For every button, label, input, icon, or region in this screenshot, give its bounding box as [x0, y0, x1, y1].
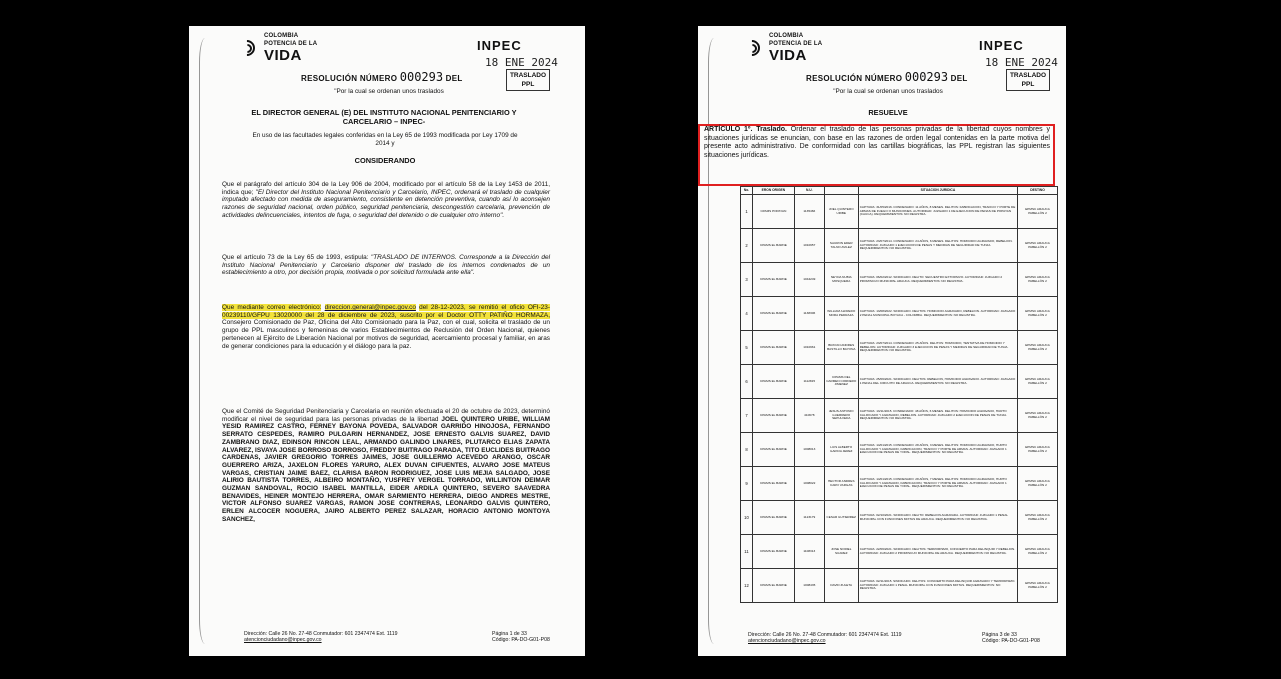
table-cell-n: 3 [741, 263, 753, 297]
table-cell-nu: 1008435 [794, 569, 824, 603]
table-cell-n: 12 [741, 569, 753, 603]
traslado-box-line2: PPL [521, 81, 535, 88]
paragraph-correo: Que mediante correo electrónico: direccion.general@inpec.gov.co del 28-12-2023, se remitió el oficio OFI-23-00239110/GFPU 13020000 del 28 de diciembre de 2023, suscrito por el Doctor OTTY PATIÑO HORMAZA, Consejero Comisionado de Paz, Oficina del Alto Comisionado para la Paz, con el cual, solicita el traslado de un grupo de PPL masculinos y femeninas de varios Establecimientos de Reclusión del Orden Nacional, quienes pertenecen al Ejército de Liberación Nacional por motivos de seguridad, acercamiento procesal y familiar, en aras de generar condiciones para la educación y el diálogo para la paz. [222, 304, 551, 350]
table-cell-sit: CAPTURA: 14/01/2015. CONDENADO: 28 AÑOS, 7 MESES. DELITOS: HOMICIDIO AGRAVADO, HURTO CALIFICADO Y AGRAVADO, FABRICACION, TRAFICO Y PORTE DE ARMAS. AUTORIDAD: JUZGADO 1 EJECUCION DE PENAS DE YOPAL. REQUERIMIENTOS: NO REGISTRA. [858, 467, 1017, 501]
page-number: Página 1 de 33 [492, 631, 527, 637]
table-cell-sit: CAPTURA: 02/10/2021. SINDICADO. DELITO: REBELION AGRAVADA. AUTORIDAD: JUZGADO 1 PENAL MUNICIPAL CON FUNCIONES MIXTAS DE ARAUCA. REQUERIMIENTOS: NO REGISTRA. [858, 501, 1017, 535]
table-cell-dest: EPMSC ARAUCA PABELLÓN 2 [1018, 467, 1058, 501]
table-cell-dest: EPMSC ARAUCA PABELLÓN 2 [1018, 501, 1058, 535]
table-header-row [741, 187, 1058, 195]
resolution-subtitle: "Por la cual se ordenan unos traslados [833, 88, 943, 95]
table-cell-nu: 410678 [794, 399, 824, 433]
table-cell-dest: EPMSC ARAUCA PABELLÓN 2 [1018, 365, 1058, 399]
table-cell-eron: CPAMS EL BARNE [752, 501, 794, 535]
table-cell-nu: 1008022 [794, 467, 824, 501]
table-cell-eron: CPAMS EL BARNE [752, 263, 794, 297]
logo-text-colombia: COLOMBIA [264, 33, 299, 39]
faculties-text: En uso de las facultades legales conferidas en la Ley 65 de 1993 modificada por Ley 1709 de 2014 y [252, 132, 518, 148]
table-cell-nu: 1138306 [794, 297, 824, 331]
document-code: Código: PA-DO-G01-P08 [492, 637, 550, 644]
table-row [741, 501, 1058, 535]
article-1-text: ARTÍCULO 1º. Traslado. Ordenar el traslado de las personas privadas de la libertad cuyos nombres y situaciones jurídicas se enuncian, con base en las razones de orden legal contenidas en la parte motiva del presente acto administrativo. De conformidad con las cartillas biográficas, las PPL registran las siguientes situaciones jurídicas. [704, 126, 1050, 159]
paragraph-ley-65: Que el artículo 73 de la Ley 65 de 1993, estipula: "TRASLADO DE INTERNOS. Corresponde a la Dirección del Instituto Nacional Penitenciario y Carcelario disponer del traslado de los internos condenados de un establecimiento a otro, por decisión propia, motivada o por solicitud formulada ante ella". [222, 254, 550, 277]
email-link[interactable]: direccion.general@inpec.gov.co [324, 304, 416, 311]
table-cell-n: 11 [741, 535, 753, 569]
table-cell-nu: 1008013 [794, 433, 824, 467]
traslado-box [506, 69, 550, 91]
page-number: Página 3 de 33 [982, 632, 1017, 638]
inpec-logo: INPEC [477, 38, 522, 53]
table-row [741, 229, 1058, 263]
table-cell-name: CIPAMS DEL CARMEN CORDERO JIMENEZ [824, 365, 858, 399]
resolution-label: RESOLUCIÓN NÚMERO [301, 74, 398, 83]
resolution-title [806, 70, 968, 84]
table-row [741, 195, 1058, 229]
stamp-date: 18 ENE 2024 [985, 56, 1058, 69]
table-cell-n: 5 [741, 331, 753, 365]
table-header-cell: N.U. [794, 187, 824, 195]
resuelve-heading: RESUELVE [868, 108, 908, 117]
table-cell-name: JOEL QUINTERO URIBE [824, 195, 858, 229]
table-row [741, 433, 1058, 467]
table-cell-sit: CAPTURA: 06/02/2012. SINDICADO. DELITO: SECUESTRO EXTORSIVO. AUTORIDAD: JUZGADO 2 PROMISCUO MUNICIPAL ARAUCA. REQUERIMIENTOS: NO REGISTRA. [858, 263, 1017, 297]
considerando-heading: CONSIDERANDO [354, 156, 416, 165]
table-cell-n: 9 [741, 467, 753, 501]
logo-text-vida: VIDA [769, 47, 807, 64]
table-cell-sit: CAPTURA: 22/06/2021. SINDICADO. DELITOS: TERRORISMO, CONCIERTO PARA DELINQUIR Y REBELION. AUTORIDAD: JUZGADO 2 PROMISCUO MUNICIPAL DE ARAUCA. REQUERIMIENTOS: NO REGISTRA. [858, 535, 1017, 569]
table-cell-eron: CPAMS EL BARNE [752, 331, 794, 365]
table-cell-n: 7 [741, 399, 753, 433]
table-cell-eron: CPAMS EL BARNE [752, 569, 794, 603]
table-cell-sit: CAPTURA: 25/06/2021. SINDICADO. DELITOS: REBELION, HOMICIDIO AGRAVADO. AUTORIDAD: JUZGADO 1 PENAL DEL CIRCUITO DE ARAUCA. REQUERIMIENTOS: NO REGISTRA. [858, 365, 1017, 399]
table-cell-name: HECTOR ANDRES CARO VARGAS [824, 467, 858, 501]
table-cell-n: 1 [741, 195, 753, 229]
wave-logo-icon [241, 37, 261, 59]
logo-text-colombia: COLOMBIA [769, 33, 804, 39]
table-cell-n: 8 [741, 433, 753, 467]
table-cell-nu: 1044249 [794, 263, 824, 297]
resolution-title [301, 70, 463, 84]
table-cell-n: 10 [741, 501, 753, 535]
page1-footer-address: Dirección: Calle 26 No. 27-48 Conmutador: 601 2347474 Ext. 1119 atencionciudadano@inpec.gov.co [244, 631, 398, 644]
table-cell-n: 4 [741, 297, 753, 331]
table-cell-eron: CPAMS EL BARNE [752, 467, 794, 501]
table-cell-nu: 1010961 [794, 331, 824, 365]
table-row [741, 569, 1058, 603]
table-cell-name: WILLIAM ALFREDO MORA PEDRAZA [824, 297, 858, 331]
table-cell-eron: CPAMS EL BARNE [752, 229, 794, 263]
table-row [741, 535, 1058, 569]
table-cell-dest: EPMSC ARAUCA PABELLÓN 2 [1018, 399, 1058, 433]
table-cell-name: NEYDA NUBIA MOSQUERA [824, 263, 858, 297]
footer-email-link[interactable]: atencionciudadano@inpec.gov.co [748, 638, 826, 645]
table-row [741, 263, 1058, 297]
document-page-2 [698, 26, 1066, 656]
page2-footer-meta [982, 632, 1040, 645]
table-cell-eron: CPAMS EL BARNE [752, 399, 794, 433]
table-cell-sit: CAPTURA: 02/11/2015. SINDICADO. DELITOS: CONCIERTO PARA DELINQUIR AGRAVADO Y TERRORISMO. AUTORIDAD: JUZGADO 1 PENAL MUNICIPAL CON FUNCIONES MIXTAS. REQUERIMIENTOS: NO REGISTRA. [858, 569, 1017, 603]
inpec-logo: INPEC [979, 38, 1024, 53]
table-cell-dest: EPMSC ARAUCA PABELLÓN 2 [1018, 535, 1058, 569]
table-cell-sit: CAPTURA: 13/11/2015. CONDENADO: 48 AÑOS, 6 MESES. DELITOS: HOMICIDIO AGRAVADO, HURTO CALIFICADO Y AGRAVADO, REBELION. AUTORIDAD: JUZGADO 2 EJECUCION DE PENAS DE TUNJA. REQUERIMIENTOS: NO REGISTRA. [858, 399, 1017, 433]
table-cell-nu: 1123179 [794, 501, 824, 535]
table-cell-name: LUIS ALBERTO GARCIA JEREZ [824, 433, 858, 467]
director-heading: EL DIRECTOR GENERAL (E) DEL INSTITUTO NACIONAL PENITENCIARIO Y CARCELARIO – INPEC- [251, 108, 517, 126]
table-cell-dest: EPMSC ARAUCA PABELLÓN 2 [1018, 569, 1058, 603]
logo-text-vida: VIDA [264, 47, 302, 64]
table-header-cell: SITUACION JURIDICA [858, 187, 1017, 195]
table-row [741, 297, 1058, 331]
footer-email-link[interactable]: atencionciudadano@inpec.gov.co [244, 637, 322, 644]
table-row [741, 467, 1058, 501]
table-cell-nu: 1108313 [794, 535, 824, 569]
resolution-number: 000293 [399, 70, 444, 84]
table-cell-dest: EPMSC ARAUCA PABELLÓN 2 [1018, 297, 1058, 331]
page-fold-shadow [199, 38, 209, 644]
document-page-1 [189, 26, 585, 656]
table-cell-dest: EPMSC ARAUCA PABELLÓN 2 [1018, 331, 1058, 365]
table-cell-n: 6 [741, 365, 753, 399]
logo-text-potencia: POTENCIA DE LA [264, 41, 318, 47]
table-cell-eron: CPAMS EL BARNE [752, 535, 794, 569]
table-cell-name: BRAYAN ANDRES BASTILLO BAYONA [824, 331, 858, 365]
resolution-subtitle: "Por la cual se ordenan unos traslados [334, 88, 444, 95]
wave-logo-icon [746, 37, 766, 59]
table-cell-name: SAURON EDER TALNO AVILEZ [824, 229, 858, 263]
table-cell-dest: EPMSC ARAUCA PABELLÓN 2 [1018, 195, 1058, 229]
colombia-logo [241, 32, 317, 63]
table-header-cell: DESTINO [1018, 187, 1058, 195]
table-cell-eron: CPAMS EL BARNE [752, 365, 794, 399]
table-cell-name: CESAR GUTIERREZ [824, 501, 858, 535]
logo-text-potencia: POTENCIA DE LA [769, 41, 823, 47]
table-cell-nu: 1135466 [794, 195, 824, 229]
table-cell-sit: CAPTURA: 14/01/2015. CONDENADO: 28 AÑOS, 3 MESES. DELITOS: HOMICIDIO AGRAVADO, HURTO CALIFICADO Y AGRAVADO, FABRICACION, TRAFICO Y PORTE DE ARMAS. AUTORIDAD: JUZGADO 1 EJECUCION DE PENAS DE YOPAL. REQUERIMIENTOS: NO REGISTRA. [858, 433, 1017, 467]
table-cell-sit: CAPTURA: 31/05/2016. CONDENADO: 11 AÑOS, 8 MESES. DELITOS: FABRICACION, TRAFICO Y PORTE DE ARMAS DE FUEGO O MUNICIONES. AUTORIDAD: JUZGADO 1 DE EJECUCION DE PENAS DE POPAYAN (CAUCA). REQUERIMIENTOS: NO REGISTRA. [858, 195, 1017, 229]
table-cell-nu: 1112815 [794, 365, 824, 399]
resolution-del: DEL [445, 74, 463, 83]
table-cell-name: JOSE NORIEL SUAREZ [824, 535, 858, 569]
table-cell-eron: CPAMS POPAYAN [752, 195, 794, 229]
document-code: Código: PA-DO-G01-P08 [982, 638, 1040, 645]
resolution-label: RESOLUCIÓN NÚMERO [806, 74, 903, 83]
traslado-box [1006, 69, 1050, 91]
traslado-box-line1: TRASLADO [509, 72, 547, 79]
page1-footer-meta [492, 631, 550, 644]
table-cell-name: JESUS ANTONIO GUERRERO SEPULVEDA [824, 399, 858, 433]
traslado-box-line2: PPL [1021, 81, 1035, 88]
table-cell-n: 2 [741, 229, 753, 263]
table-header-cell [824, 187, 858, 195]
table-cell-sit: CAPTURA: 23/07/2014. CONDENADO: 25 AÑOS. DELITOS: HOMICIDIO, TENTATIVA DE HOMICIDIO Y REBELION. AUTORIDAD: JUZGADO 3 EJECUCION DE PENAS Y MEDIDAS DE SEGURIDAD DE TUNJA. REQUERIMIENTOS: NO REGISTRA. [858, 331, 1017, 365]
traslado-box-line1: TRASLADO [1009, 72, 1047, 79]
table-cell-dest: EPMSC ARAUCA PABELLÓN 2 [1018, 263, 1058, 297]
table-row [741, 399, 1058, 433]
table-cell-sit: CAPTURA: 13/08/2022. SINDICADO. DELITOS: HOMICIDIO AGRAVADO, REBELION. AUTORIDAD: JUZGADO 2 PENAL MUNICIPAL BOYACA - COLOMBIA. REQUERIMIENTOS: NO REGISTRA. [858, 297, 1017, 331]
page2-footer-address: Dirección: Calle 26 No. 27-48 Conmutador: 601 2347474 Ext. 1119 atencionciudadano@inpec.gov.co [748, 632, 902, 645]
table-cell-eron: CPAMS EL BARNE [752, 433, 794, 467]
resolution-del: DEL [950, 74, 968, 83]
paragraph-comite: Que el Comité de Seguridad Penitenciaria y Carcelaria en reunión efectuada el 20 de octubre de 2023, determinó modificar el nivel de seguridad para las personas privadas de la libertad JOEL QUINTERO URIBE, WILLIAM YESID RAMIREZ CASTRO, FERNEY BAYONA POVEDA, SALVADOR GARRIDO HINOJOSA, FERNANDO SERRATO CESPEDES, RAMIRO PULGARIN HERNANDEZ, JOSE ERNESTO GALVIS SUAREZ, DAVID ZAMBRANO DIAZ, EDINSON RINCON LEAL, ARMANDO GALINDO LINARES, PLUTARCO ELIAS ZAPATA ALVAREZ, ISVAYA JOSE BORROSO BORROSO, FREDDY BUITRAGO PARADA, TITO EUCLIDES BUITRAGO CARDENAS, JAVIER GREGORIO TORRES JAIMES, JOSE GUILLERMO ACEVEDO ARANGO, OSCAR GUERRERO ARIZA, JAXELON FLORES YARURO, ALEX DUVAN CIFUENTES, ALVARO JOSE MATEUS VARGAS, CRISTIAN JAIME BAEZ, CLARISA BARON RODRIGUEZ, JOSE LUIS MEJIA SALGADO, JOSE ALIRIO BAUTISTA TORRES, ALBEIRO MONTAÑO, YUSFREY VERGEL TORRADO, WILLINTON DEIMAR GUZMAN SANDOVAL, ROCIO ISABEL MANTILLA, EIDER ARDILA QUINTERO, SEVERO SAAVEDRA BENAVIDES, HEINER MONTEJO HERRERA, OMAR SARMIENTO HERRERA, DIEGO ANDRES MESTRE, VICTOR ALFONSO SUAREZ VARGAS, RAMON JOSE CONTRERAS, LEONARDO GALVIS QUINTERO, ERLEN ALCOCER NOGUERA, JAIRO ALBERTO PEREZ SALAZAR, HORACIO ANTONIO MONTOYA SANCHEZ, [222, 408, 551, 523]
table-cell-sit: CAPTURA: 23/07/2014. CONDENADO: 24 AÑOS, 6 MESES. DELITOS: HOMICIDIO AGRAVADO, REBELION. AUTORIDAD: JUZGADO 1 EJECUCION DE PENAS Y MEDIDAS DE SEGURIDAD DE TUNJA. REQUERIMIENTOS: NO REGISTRA. [858, 229, 1017, 263]
table-cell-dest: EPMSC ARAUCA PABELLÓN 2 [1018, 433, 1058, 467]
article-1-label: ARTÍCULO 1º. Traslado. [704, 126, 787, 133]
table-header-cell: ERON ORIGEN [752, 187, 794, 195]
stamp-date: 18 ENE 2024 [485, 56, 558, 69]
ppl-table [740, 186, 1058, 603]
table-header-cell: No. [741, 187, 753, 195]
table-cell-nu: 1010957 [794, 229, 824, 263]
paragraph-ley-906: Que el parágrafo del artículo 304 de la Ley 906 de 2004, modificado por el artículo 58 de la Ley 1453 de 2011, indica que; "El Director del Instituto Nacional Penitenciario y Carcelario, INPEC, ordenará el traslado de cualquier imputado afectado con medida de aseguramiento, consistente en detención preventiva, cuando así lo aconsejen razones de seguridad nacional, orden público, seguridad penitenciaria, descongestión carcelaria, prevención de actividades delincuenciales, intentos de fuga, o seguridad del detenido o de cualquier otro interno". [222, 181, 551, 219]
table-cell-dest: EPMSC ARAUCA PABELLÓN 2 [1018, 229, 1058, 263]
table-cell-name: DAVID ZULETA [824, 569, 858, 603]
colombia-logo [746, 32, 822, 63]
table-row [741, 331, 1058, 365]
table-cell-eron: CPAMS EL BARNE [752, 297, 794, 331]
table-row [741, 365, 1058, 399]
resolution-number: 000293 [904, 70, 949, 84]
